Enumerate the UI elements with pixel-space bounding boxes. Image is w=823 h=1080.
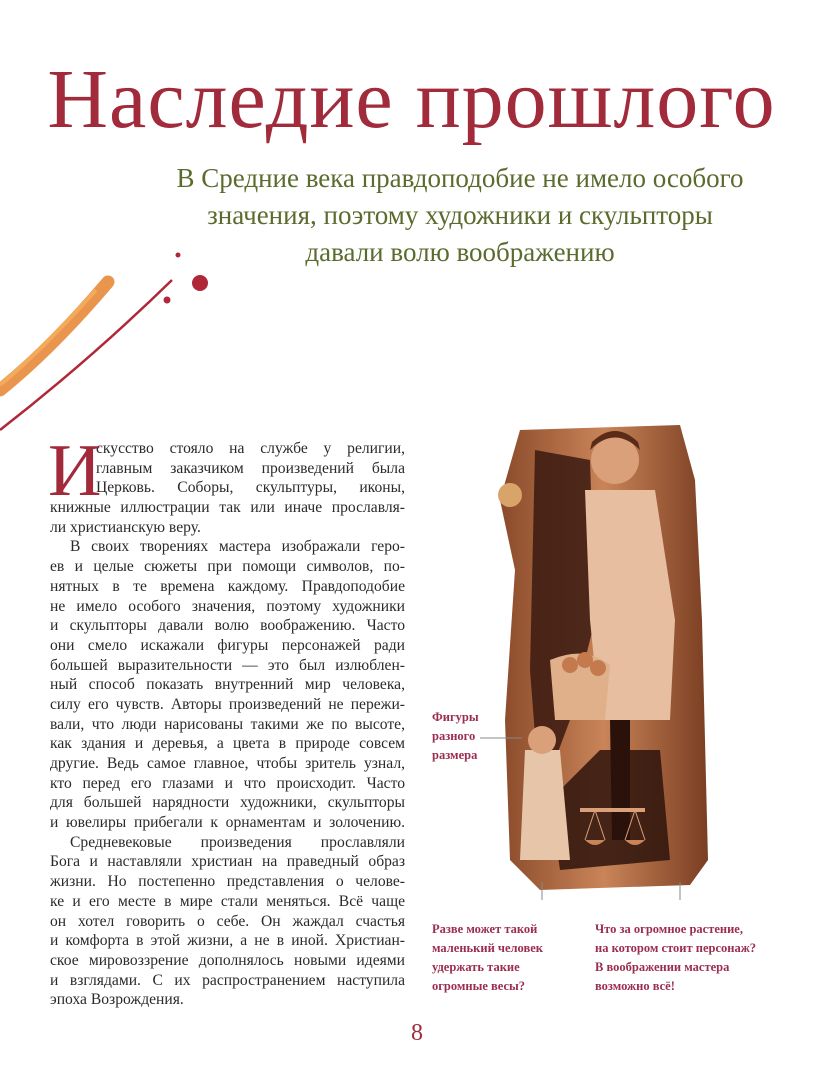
caption-line: возможно всё! [595,979,675,993]
body-line: он хотел говорить о себе. Он жаждал счастья [50,912,405,930]
caption-line: огромные весы? [432,979,526,993]
body-line: ев и целые сюжеты при помощи символов, по- [50,558,405,576]
body-line: скусство стояло на службе у религии, [96,440,405,457]
body-line: ли христианскую веру. [50,518,201,536]
body-line: В своих творениях мастера изображали геро- [70,538,405,556]
caption-line: Разве может такой [432,922,538,936]
article-body [48,430,405,1010]
body-line: для большей нарядности художники, скульпторы [50,794,405,812]
body-line: ское мировоззрение дополнялось новыми идеями [50,951,405,969]
subtitle-line: значения, поэтому художники и скульпторы [207,200,713,230]
body-line: другие. Ведь самое главное, чтобы зритель узнал, [50,755,405,772]
subtitle-line: В Средние века правдоподобие не имело особого [176,163,744,193]
body-line: ке и его месте в мире стали меняться. Всё чаще [50,892,405,910]
page-number: 8 [411,1020,423,1046]
body-line: силу его чувств. Авторы произведений не пережи- [50,695,405,713]
body-line: ный способ показать внутренний мир человека, [50,676,405,694]
body-line: нятных в те времена каждому. Правдоподобие [50,577,405,595]
body-line: они смело искажали фигуры персонажей ради [50,636,405,654]
caption-line: удержать такие [432,960,520,974]
caption-plant [595,920,756,996]
body-line: как здания и деревья, а цвета в природе совсем [50,735,405,753]
subtitle-line: давали волю воображению [305,237,615,267]
body-line: вали, что люди нарисованы такими же по высоте, [50,715,405,733]
caption-figures [432,708,479,765]
caption-line: на котором стоит персонаж? [595,941,757,955]
body-line: книжные иллюстрации так или иначе прославля- [50,499,405,517]
body-line: не имело особого значения, поэтому художники [50,597,405,615]
sculpture-illustration [480,420,720,900]
body-line: кто перед его глазами и что происходит. Часто [50,774,405,792]
body-line: главным заказчиком произведений была [96,459,405,477]
caption-line: Фигуры [432,710,479,724]
body-line: Церковь. Соборы, скульптуры, иконы, [96,479,405,497]
body-line: жизни. Но постепенно представления о челове- [50,873,405,891]
caption-line: размера [432,748,478,762]
body-line: Бога и наставляли христиан на праведный образ [50,853,405,871]
body-line: большей выразительности — это был излюблен- [50,656,405,674]
brush-stroke-decoration [0,240,230,440]
body-line: и ювелиры прибегали к орнаментам и золочению. [50,814,405,832]
caption-line: маленький человек [432,941,543,955]
caption-scales [432,920,543,996]
body-line: эпоха Возрождения. [50,991,184,1009]
drop-cap: И [48,430,102,512]
page-title: Наследие прошлого [47,53,776,146]
body-line: Средневековые произведения прославляли [70,833,405,851]
caption-line: В воображении мастера [595,960,730,974]
body-line: и комфорта в этой жизни, а не в иной. Христиан- [50,932,405,950]
caption-line: Что за огромное растение, [595,922,743,936]
body-line: и скульпторы давали волю воображению. Часто [50,617,405,635]
body-line: и взглядами. С их распространением наступила [50,971,405,989]
caption-line: разного [432,729,476,743]
